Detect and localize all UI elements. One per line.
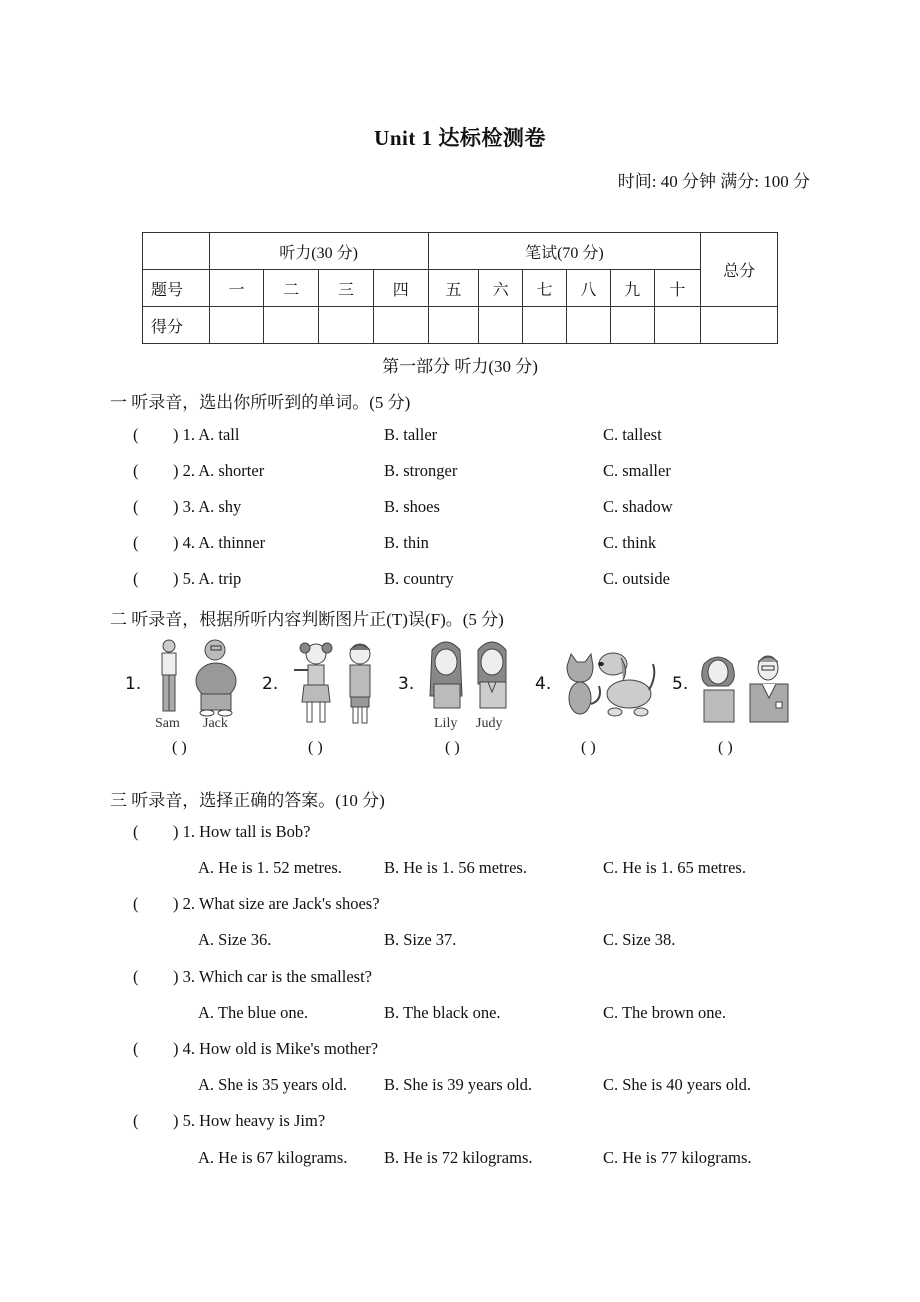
- score-cell[interactable]: [479, 307, 523, 344]
- option-c: C. He is 1. 65 metres.: [603, 858, 746, 877]
- question-text: ) 3. A. shy: [173, 497, 242, 516]
- question-text: ) 1. How tall is Bob?: [173, 822, 311, 841]
- option-b: B. Size 37.: [384, 930, 457, 949]
- score-cell[interactable]: [373, 307, 428, 344]
- option-b: B. stronger: [384, 461, 458, 480]
- question-text: ) 4. A. thinner: [173, 533, 266, 552]
- picture-item-2: [262, 636, 382, 736]
- picture-label: Judy: [476, 716, 503, 731]
- picture-number: 3.: [398, 674, 415, 694]
- question-text: ) 5. How heavy is Jim?: [173, 1111, 326, 1130]
- total-score-cell[interactable]: [701, 307, 778, 344]
- question-number-cell: 八: [566, 270, 610, 307]
- question-number-cell: 七: [523, 270, 567, 307]
- score-cell[interactable]: [654, 307, 701, 344]
- question-number-cell: 十: [654, 270, 701, 307]
- woman-and-man-image: [698, 650, 794, 724]
- picture-item-1: [125, 636, 245, 736]
- question-text: ) 2. A. shorter: [173, 461, 265, 480]
- section-one-heading: 一 听录音，选出你所听到的单词。(5 分): [110, 393, 411, 412]
- answer-paren[interactable]: (: [133, 497, 139, 516]
- answer-paren[interactable]: (: [133, 569, 139, 588]
- score-label: 得分: [143, 307, 210, 344]
- page-title: Unit 1 达标检测卷: [374, 126, 546, 150]
- question-number-cell: 五: [428, 270, 479, 307]
- option-b: B. taller: [384, 425, 438, 444]
- picture-number: 1.: [125, 674, 142, 694]
- part-one-title: 第一部分 听力(30 分): [382, 357, 538, 376]
- girl-and-boy-image: [290, 640, 380, 730]
- listening-header: 听力(30 分): [209, 233, 428, 270]
- option-a: A. She is 35 years old.: [198, 1075, 347, 1094]
- tf-answer-blank-4[interactable]: ( ): [581, 739, 596, 756]
- question-text: ) 3. Which car is the smallest?: [173, 967, 373, 986]
- option-b: B. She is 39 years old.: [384, 1075, 533, 1094]
- option-c: C. tallest: [603, 425, 662, 444]
- option-c: C. shadow: [603, 497, 673, 516]
- answer-paren[interactable]: (: [133, 822, 139, 841]
- picture-label: Jack: [203, 716, 228, 731]
- option-c: C. think: [603, 533, 657, 552]
- question-number-cell: 九: [610, 270, 654, 307]
- tf-answer-blank-1[interactable]: ( ): [172, 739, 187, 756]
- option-b: B. country: [384, 569, 454, 588]
- option-c: C. The brown one.: [603, 1003, 726, 1022]
- picture-label: Lily: [434, 716, 458, 731]
- table-corner-cell: [143, 233, 210, 270]
- question-number-label: 题号: [143, 270, 210, 307]
- answer-paren[interactable]: (: [133, 461, 139, 480]
- picture-item-3: [398, 636, 518, 736]
- tf-answer-blank-5[interactable]: ( ): [718, 739, 733, 756]
- option-a: A. He is 67 kilograms.: [198, 1148, 348, 1167]
- picture-number: 2.: [262, 674, 279, 694]
- answer-paren[interactable]: (: [133, 1111, 139, 1130]
- option-c: C. outside: [603, 569, 670, 588]
- option-a: A. He is 1. 52 metres.: [198, 858, 342, 877]
- answer-paren[interactable]: (: [133, 425, 139, 444]
- section-three-heading: 三 听录音，选择正确的答案。(10 分): [110, 791, 385, 810]
- score-cell[interactable]: [319, 307, 374, 344]
- question-number-cell: 一: [209, 270, 264, 307]
- answer-paren[interactable]: (: [133, 967, 139, 986]
- score-cell[interactable]: [264, 307, 319, 344]
- option-b: B. The black one.: [384, 1003, 501, 1022]
- score-cell[interactable]: [566, 307, 610, 344]
- option-c: C. He is 77 kilograms.: [603, 1148, 752, 1167]
- option-a: A. Size 36.: [198, 930, 272, 949]
- picture-number: 5.: [672, 674, 689, 694]
- picture-item-4: [535, 636, 665, 736]
- score-cell[interactable]: [428, 307, 479, 344]
- answer-paren[interactable]: (: [133, 533, 139, 552]
- tf-answer-blank-2[interactable]: ( ): [308, 739, 323, 756]
- question-text: ) 2. What size are Jack's shoes?: [173, 894, 380, 913]
- answer-paren[interactable]: (: [133, 1039, 139, 1058]
- picture-number: 4.: [535, 674, 552, 694]
- question-text: ) 1. A. tall: [173, 425, 240, 444]
- girls-lily-judy-image: [426, 636, 516, 716]
- option-b: B. thin: [384, 533, 429, 552]
- tf-answer-blank-3[interactable]: ( ): [445, 739, 460, 756]
- question-number-cell: 二: [264, 270, 319, 307]
- question-number-cell: 四: [373, 270, 428, 307]
- question-number-cell: 三: [319, 270, 374, 307]
- section-two-heading: 二 听录音，根据所听内容判断图片正(T)误(F)。(5 分): [110, 610, 504, 629]
- writing-header: 笔试(70 分): [428, 233, 701, 270]
- score-cell[interactable]: [209, 307, 264, 344]
- picture-label: Sam: [155, 716, 180, 731]
- picture-item-5: [672, 636, 802, 736]
- exam-time-and-score: 时间: 40 分钟 满分: 100 分: [617, 172, 810, 191]
- answer-paren[interactable]: (: [133, 894, 139, 913]
- option-c: C. smaller: [603, 461, 671, 480]
- question-text: ) 5. A. trip: [173, 569, 242, 588]
- question-number-cell: 六: [479, 270, 523, 307]
- option-b: B. shoes: [384, 497, 440, 516]
- option-b: B. He is 1. 56 metres.: [384, 858, 527, 877]
- score-cell[interactable]: [610, 307, 654, 344]
- boys-sam-jack-image: [153, 636, 243, 718]
- option-a: A. The blue one.: [198, 1003, 309, 1022]
- option-c: C. Size 38.: [603, 930, 676, 949]
- score-cell[interactable]: [523, 307, 567, 344]
- option-b: B. He is 72 kilograms.: [384, 1148, 533, 1167]
- cat-and-dog-image: [563, 650, 658, 720]
- question-text: ) 4. How old is Mike's mother?: [173, 1039, 379, 1058]
- option-c: C. She is 40 years old.: [603, 1075, 752, 1094]
- total-header: 总分: [701, 233, 778, 307]
- score-table: [142, 232, 778, 344]
